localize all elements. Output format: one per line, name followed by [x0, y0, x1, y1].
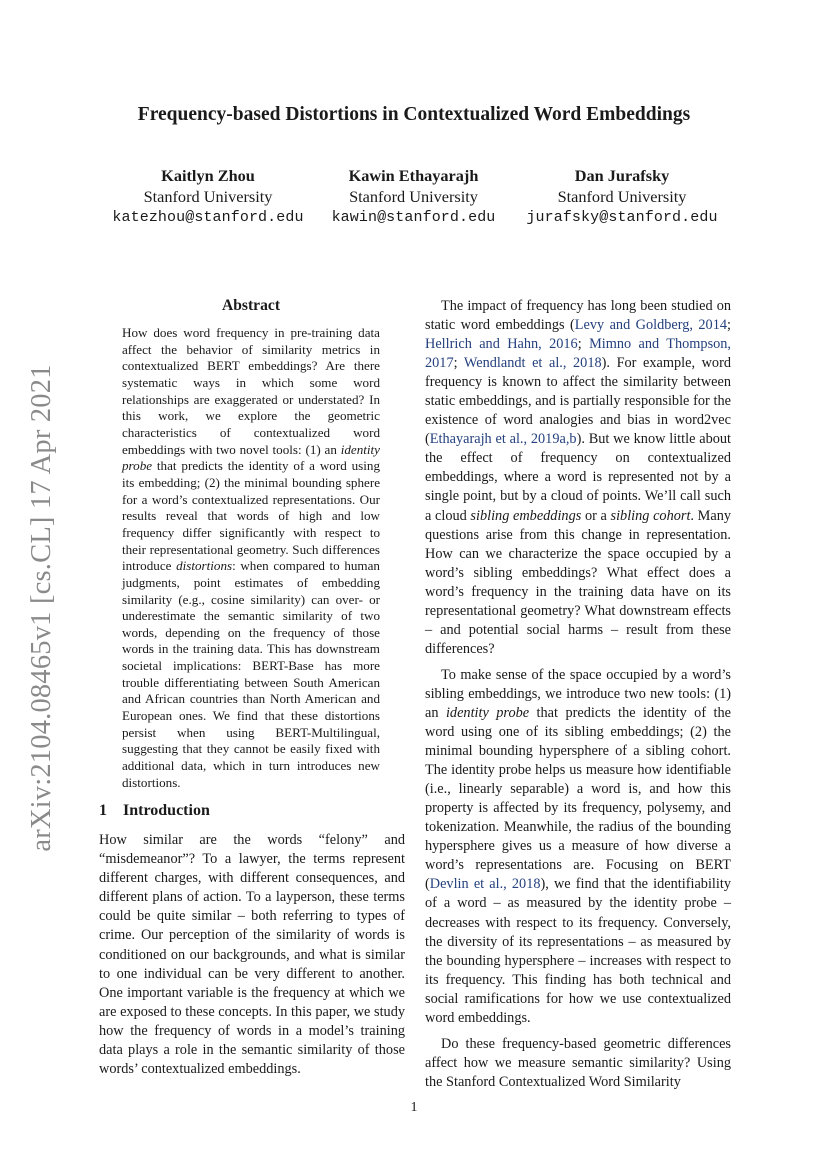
- right-column: [425, 297, 731, 1092]
- text-run: that predicts the identity of a word using its embedding; (2) the minimal bounding sphere for a word’s contextualized representations. Our results reveal that words of high and low frequency differ significantly with respect to their representational geometry. Such differences introduce: [122, 458, 380, 574]
- emphasized-term: sibling cohort: [610, 507, 691, 524]
- author-block: [318, 165, 509, 228]
- body-paragraph: [425, 666, 731, 1028]
- author-block: [103, 165, 313, 228]
- author-email: katezhou@stanford.edu: [112, 209, 304, 226]
- section-heading: [99, 802, 210, 820]
- citation-link[interactable]: Mimno and Thompson, 2017: [425, 336, 732, 372]
- paper-title: Frequency-based Distortions in Contextualized Word Embeddings: [137, 104, 691, 125]
- emphasized-term: identity probe: [445, 704, 530, 721]
- author-affiliation: Stanford University: [349, 187, 478, 206]
- citation-link[interactable]: Levy and Goldberg, 2014: [574, 317, 728, 334]
- author-email: jurafsky@stanford.edu: [526, 209, 718, 226]
- citation-link[interactable]: Wendlandt et al., 2018: [463, 355, 602, 372]
- author-email: kawin@stanford.edu: [331, 209, 496, 226]
- body-paragraph: [425, 297, 731, 659]
- text-run: To make sense of the space occupied by a word’s sibling embeddings, we introduce two new tools: (1) an: [425, 666, 731, 721]
- text-run: . Many questions arise from this change in representation. How can we characterize the space occupied by a word’s sibling embeddings? What effect does a word’s frequency in the training data have on its representational geometry? What downstream effects – and potential social harms – result from these differences?: [425, 507, 732, 657]
- text-run: The impact of frequency has long been studied on static word embeddings (: [425, 298, 731, 334]
- emphasized-term: identity probe: [122, 441, 380, 474]
- author-name: Dan Jurafsky: [574, 166, 670, 185]
- arxiv-identifier: arXiv:2104.08465v1 [cs.CL] 17 Apr 2021: [26, 363, 57, 852]
- author-name: Kaitlyn Zhou: [161, 166, 255, 185]
- text-run: ;: [453, 355, 464, 372]
- emphasized-term: sibling embeddings: [470, 507, 582, 524]
- text-run: Do these frequency-based geometric differences affect how we measure semantic similarity? Using the Stanford Contextualized Word Similarity: [425, 1035, 731, 1090]
- author-name: Kawin Ethayarajh: [348, 166, 479, 185]
- citation-link[interactable]: Hellrich and Hahn, 2016: [425, 336, 578, 353]
- citation-link[interactable]: Ethayarajh et al., 2019a,b: [429, 431, 577, 448]
- abstract-body: [122, 325, 380, 791]
- abstract-heading: Abstract: [221, 297, 281, 314]
- text-run: ), we find that the identifiability of a word – as measured by the identity probe – decreases with respect to its frequency. Conversely, the diversity of its representations – as measured by the bounding hypersphere – increases with respect to its frequency. This finding has both technical and social ramifications for how we use contextualized word embeddings.: [425, 876, 731, 1026]
- author-block: [514, 165, 730, 228]
- text-run: : when compared to human judgments, point estimates of embedding similarity (e.g., cosine similarity) can over- or underestimate the semantic similarity of two words, depending on the frequency of those words in the training data. This has downstream societal implications: BERT-Base has more trouble differentiating between South American and African countries than North American and European ones. We find that these distortions persist when using BERT-Multilingual, suggesting that they cannot be easily fixed with additional data, which in turn introduces new distortions.: [122, 558, 380, 790]
- author-affiliation: Stanford University: [143, 187, 273, 206]
- text-run: How does word frequency in pre-training data affect the behavior of similarity metrics in contextualized BERT embeddings? Are there systematic ways in which some word relationships are exaggerated or understated? In this work, we explore the geometric characteristics of contextualized word embeddings with two novel tools: (1) an: [122, 325, 380, 457]
- text-run: or a: [581, 507, 611, 524]
- text-run: How similar are the words “felony” and “misdemeanor”? To a lawyer, the terms represent different charges, with different consequences, and different plans of action. To a layperson, these terms could be quite similar – both referring to types of crime. Our perception of the similarity of words is conditioned on our backgrounds, and what is similar to one individual can be very different to another. One important variable is the frequency at which we are exposed to these concepts. In this paper, we study how the frequency of words in a model’s training data plays a role in the semantic similarity of those words’ contextualized embeddings.: [99, 832, 405, 1078]
- text-run: ;: [727, 317, 731, 334]
- intro-paragraph: [99, 831, 405, 1079]
- body-paragraph: [425, 1035, 731, 1092]
- text-run: ). For example, word frequency is known to affect the similarity between static embeddings, and is partially responsible for the existence of word analogies and bias in word2vec (: [425, 355, 731, 448]
- arxiv-sidebar: [22, 365, 62, 850]
- section-title: Introduction: [123, 802, 210, 819]
- citation-link[interactable]: Devlin et al., 2018: [429, 876, 541, 893]
- text-run: that predicts the identity of the word using one of its sibling embeddings; (2) the minimal bounding hypersphere of a sibling cohort. The identity probe helps us measure how identifiable (i.e., linearly separable) a word is, and how this property is affected by its frequency, polysemy, and tokenization. Meanwhile, the radius of the bounding hypersphere gives us a measure of how diverse a word’s representations are. Focusing on BERT (: [425, 704, 731, 893]
- text-run: ). But we know little about the effect of frequency on contextualized embeddings, where a word is represented not by a single point, but by a cloud of points. We’ll call such a cloud: [425, 431, 731, 524]
- section-number: 1: [99, 802, 107, 819]
- emphasized-term: distortions: [176, 558, 233, 574]
- page-number: 1: [410, 1100, 418, 1115]
- text-run: ;: [577, 336, 590, 353]
- author-affiliation: Stanford University: [557, 187, 687, 206]
